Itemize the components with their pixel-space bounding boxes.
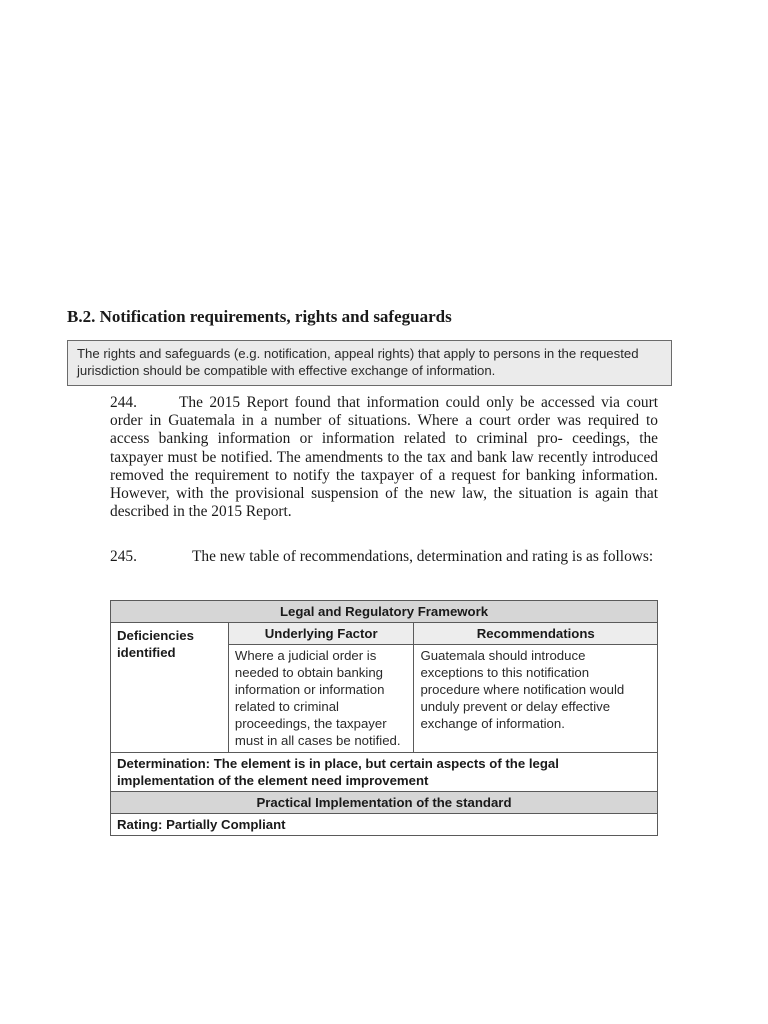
paragraph-text: The 2015 Report found that information could only be accessed via court order in Guatemala in a number of situations. Where a court order was required to access banking information or information related to criminal pro- ceedings, the taxpayer must be notified. The amendments to the tax and bank law recently introduced removed the requirement to notify the taxpayer of a request for banking information. However, with the provisional suspension of the new law, the situation is again that described in the 2015 Report. [110, 394, 658, 521]
legal-framework-header: Legal and Regulatory Framework [111, 601, 658, 623]
paragraph-text: The new table of recommendations, determination and rating is as follows: [192, 548, 654, 565]
deficiencies-label: Deficiencies identified [111, 623, 229, 753]
paragraph-number: 245. [110, 548, 137, 565]
underlying-factor-cell: Where a judicial order is needed to obtain banking information or information related to criminal proceedings, the taxpayer must in all cases be notified. [228, 645, 414, 753]
table-row [111, 814, 658, 836]
underlying-factor-header: Underlying Factor [228, 623, 414, 645]
recommendations-header: Recommendations [414, 623, 658, 645]
recommendation-cell: Guatemala should introduce exceptions to this notification procedure where notification would unduly prevent or delay effective exchange of information. [414, 645, 658, 753]
section-heading: B.2. Notification requirements, rights and safeguards [67, 307, 452, 326]
standard-callout-box: The rights and safeguards (e.g. notification, appeal rights) that apply to persons in the requested jurisdiction should be compatible with effective exchange of information. [67, 340, 672, 386]
paragraph-245 [110, 548, 658, 566]
paragraph-number: 244. [110, 394, 137, 411]
determination-cell: Determination: The element is in place, but certain aspects of the legal implementation of the element need improvement [111, 753, 658, 792]
paragraph-244 [110, 394, 658, 521]
table-row [111, 623, 658, 645]
table-row [111, 601, 658, 623]
table-row [111, 753, 658, 792]
table-row [111, 792, 658, 814]
recommendations-table [110, 600, 658, 836]
rating-cell: Rating: Partially Compliant [111, 814, 658, 836]
practical-implementation-header: Practical Implementation of the standard [111, 792, 658, 814]
